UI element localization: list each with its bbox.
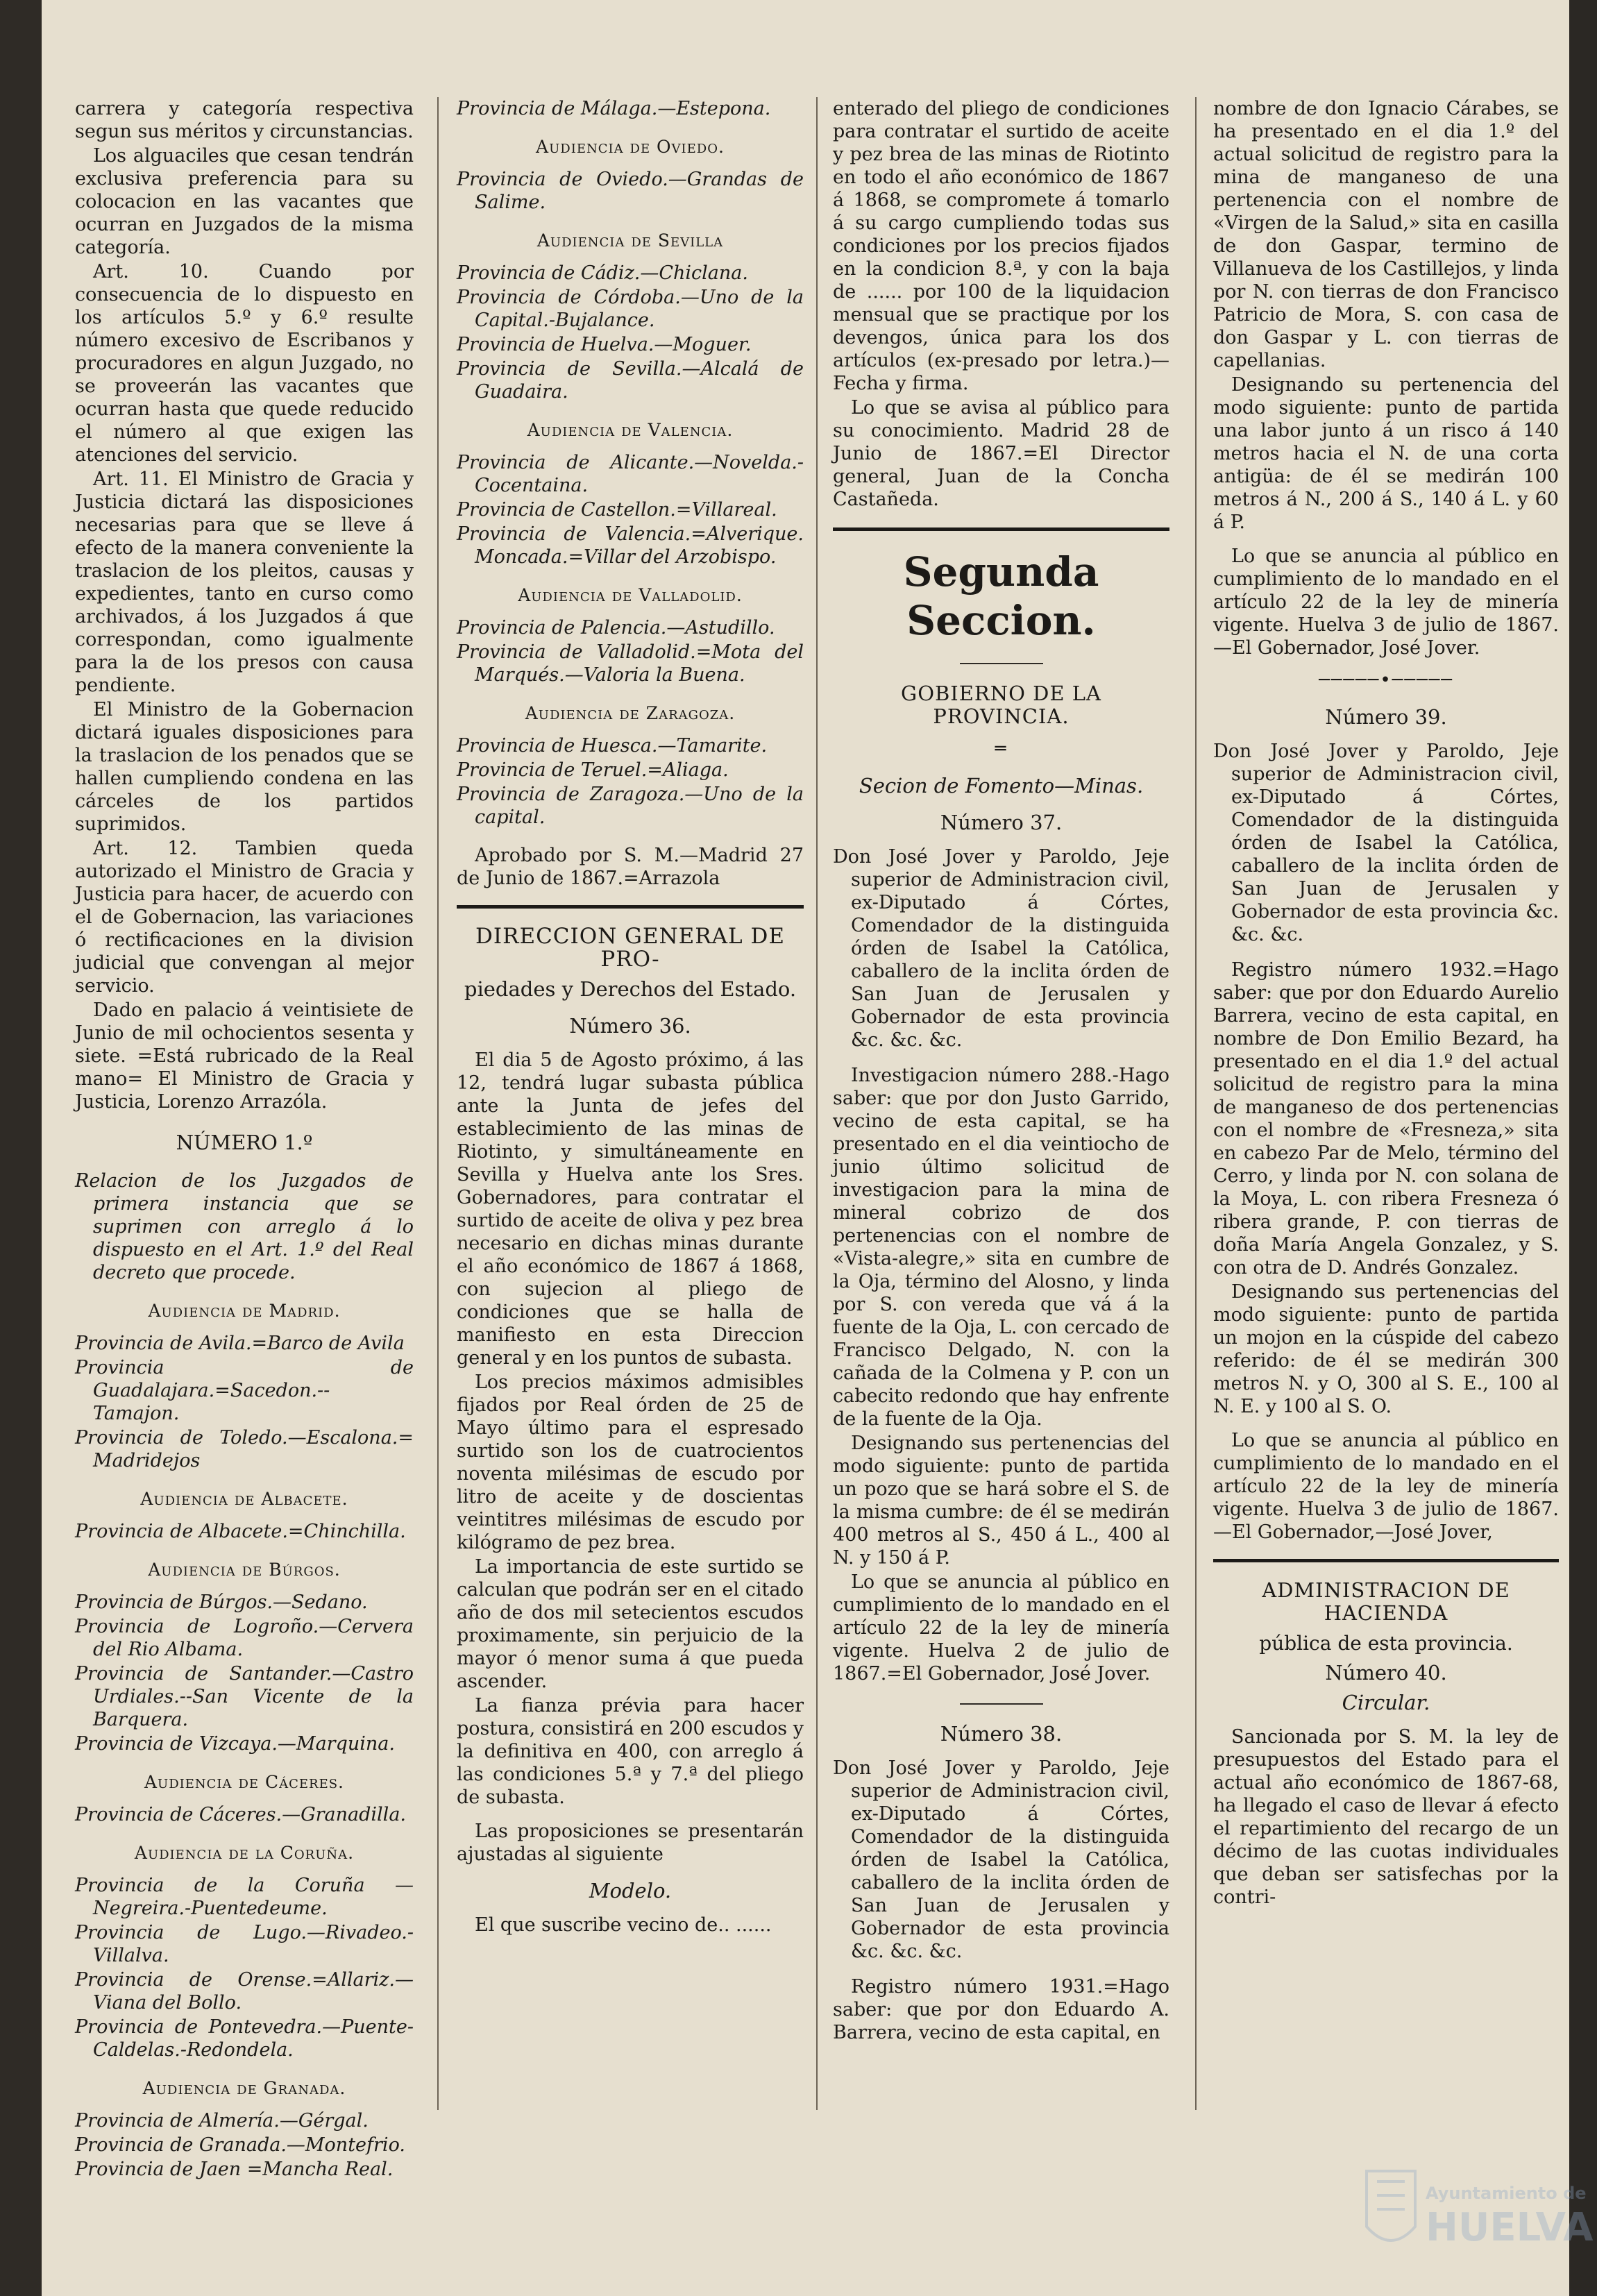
audiencia-heading: Audiencia de Albacete.: [140, 1489, 348, 1509]
scan-right-edge: [1569, 0, 1597, 2296]
paragraph: Registro número 1931.=Hago saber: que por don Eduardo A. Barrera, vecino de esta capital, en: [833, 1976, 1169, 2043]
province-entry: Provincia de Avila.=Barco de Avila: [75, 1333, 405, 1354]
province-entry: Provincia de Santander.—Castro Urdiales.--San Vicente de la Barquera.: [75, 1663, 414, 1730]
province-entry: Provincia de Oviedo.—Grandas de Salime.: [457, 169, 804, 213]
paragraph: El Ministro de la Gobernacion dictará iguales disposiciones para la traslacion de los penados que se hallen cumpliendo condena en las cárceles de los partidos suprimidos.: [75, 699, 414, 835]
audiencia-heading: Audiencia de Madrid.: [148, 1301, 341, 1321]
paragraph: Designando su pertenencia del modo siguiente: punto de partida una labor junto á un risco á 140 metros hacia el N. de una corta antigüa: de él se medirán 100 metros á N., 200 á S., 140 á L. y 60 á P.: [1213, 374, 1559, 533]
paragraph: Designando sus pertenencias del modo siguiente: punto de partida un pozo que se hará sobre el S. de la misma cumbre: de él se medirán 400 metros al S., 450 á L., 400 al N. y 150 á P.: [833, 1433, 1169, 1569]
article-12: Art. 12. Tambien queda autorizado el Ministro de Gracia y Justicia para hacer, de acuerdo con el de Gobernacion, las variaciones ó rectificaciones en la division judicial que convengan al mejor servicio.: [75, 838, 414, 997]
province-entry: Provincia de Alicante.—Novelda.-Cocentaina.: [457, 452, 804, 496]
column-2: [457, 97, 804, 2228]
province-entry: Provincia de Búrgos.—Sedano.: [75, 1592, 368, 1613]
seal-line-1: Ayuntamiento de: [1426, 2184, 1587, 2203]
paragraph: Lo que se avisa al público para su conocimiento. Madrid 28 de Junio de 1867.=El Director general, Juan de la Concha Castañeda.: [833, 397, 1169, 510]
province-entry: Provincia de Cádiz.—Chiclana.: [457, 262, 748, 284]
governor-title: Don José Jover y Paroldo, Jeje superior de Administracion civil, ex-Diputado á Córtes, Comendador de la distinguida órden de Isabel la Católica, caballero de la inclita órden de San Juan de Jerusalen y Gobernador de esta provincia &c. &c. &c.: [833, 1757, 1169, 1962]
paragraph: Los alguaciles que cesan tendrán exclusiva preferencia para su colocacion en las vacantes que ocurran en Juzgados de la misma categoría.: [75, 145, 414, 258]
modelo-heading: Modelo.: [589, 1879, 672, 1902]
paragraph: Los precios máximos admisibles fijados por Real órden de 25 de Mayo último para el espresado surtido son los de cuatrocientos noventa milésimas de escudo por litro de aceite y de doscientas veintitres milésimas de escudo por kilógramo de pez brea.: [457, 1371, 804, 1553]
paragraph: enterado del pliego de condiciones para contratar el surtido de aceite y pez brea de las minas de Riotinto en todo el año económico de 1867 á 1868, se compromete á tomarlo á su cargo cumpliendo todas sus condiciones por los precios fijados en la condicion 8.ª, y con la baja de ...... por 100 de la liquidacion mensual que se practique por los devengos, única para los dos artículos (ex-presado por letra.)—Fecha y firma.: [833, 98, 1169, 394]
paragraph: La importancia de este surtido se calculan que podrán ser en el citado año de dos mil setecientos escudos proximamente, sin perjuicio de la mayor ó menor suma á que pueda ascender.: [457, 1556, 804, 1692]
column-3: [833, 97, 1169, 2228]
province-entry: Provincia de Cáceres.—Granadilla.: [75, 1804, 406, 1825]
administracion-subheading: pública de esta provincia.: [1259, 1632, 1513, 1655]
governor-title: Don José Jover y Paroldo, Jeje superior de Administracion civil, ex-Diputado á Córtes, Comendador de la distinguida órden de Isabel la Católica, caballero de la inclita órden de San Juan de Jerusalen y Gobernador de esta provincia &c. &c. &c.: [833, 846, 1169, 1051]
column-4: [1213, 97, 1559, 2228]
province-entry: Provincia de Zaragoza.—Uno de la capital.: [457, 784, 804, 828]
column-rule: [437, 97, 439, 2110]
audiencia-heading: Audiencia de Búrgos.: [148, 1560, 341, 1580]
paragraph: Designando sus pertenencias del modo siguiente: punto de partida un mojon en la cúspide del cabezo referido: de él se medirán 300 metros N. y O, 300 al S. E., 100 al N. E. y 100 al S. O.: [1213, 1281, 1559, 1417]
audiencia-heading: Audiencia de Cáceres.: [144, 1772, 344, 1792]
numero-1-heading: NÚMERO 1.º: [176, 1131, 313, 1154]
paragraph: Registro número 1932.=Hago saber: que por don Eduardo Aurelio Barrera, vecino de esta capital, en nombre de Don Emilio Bezard, ha presentado en el dia 1.º del actual solicitud de registro para la mina de manganeso de dos pertenencias con el nombre de «Fresneza,» sita en cabezo Par de Melo, término del Cerro, y linda por N. con solana de la Moya, L. con ribera Fresneza ó ribera grande, P. con tierras de doña María Angela Gonzalez, y S. con otra de D. Andrés Gonzalez.: [1213, 959, 1559, 1278]
province-entry: Provincia de Almería.—Gérgal.: [75, 2110, 369, 2132]
province-entry: Provincia de Sevilla.—Alcalá de Guadaira.: [457, 358, 804, 403]
paragraph: El que suscribe vecino de.. ......: [475, 1914, 772, 1936]
province-entry: Provincia de Jaen =Mancha Real.: [75, 2159, 394, 2180]
circular-heading: Circular.: [1342, 1691, 1430, 1714]
audiencia-heading: Audiencia de Valladolid.: [518, 585, 743, 605]
audiencia-heading: Audiencia de Granada.: [142, 2078, 346, 2098]
section-divider: [833, 527, 1169, 531]
province-entry: Provincia de la Coruña —Negreira.-Puentedeume.: [75, 1875, 414, 1919]
column-rule: [816, 97, 818, 2110]
column-rule: [1195, 97, 1197, 2110]
paragraph: Investigacion número 288.-Hago saber: que por don Justo Garrido, vecino de esta capital, se ha presentado en el dia veintiocho de junio último solicitud de investigacion para la mina de mineral cobrizo de dos pertenencias con el nombre de «Vista-alegre,» sita en cumbre de la Oja, término del Alosno, y linda por S. con vereda que vá á la fuente de la Oja, L. con cercado de Francisco Delgado, N. con la cañada de la Colmena y P. con un cabecito redondo que hay enfrente de la fuente de la Oja.: [833, 1065, 1169, 1430]
audiencia-heading: Audiencia de Zaragoza.: [525, 703, 736, 723]
seal-line-2: HUELVA: [1426, 2205, 1594, 2250]
province-entry: Provincia de Huesca.—Tamarite.: [457, 735, 768, 757]
paragraph: Las proposiciones se presentarán ajustadas al siguiente: [457, 1821, 804, 1865]
section-divider: [457, 905, 804, 909]
paragraph: nombre de don Ignacio Cárabes, se ha presentado en el dia 1.º del actual solicitud de registro para la mina de manganeso de una pertenencia con el nombre de «Virgen de la Salud,» sita en casilla de don Gaspar, termino de Villanueva de los Castillejos, y linda por N. con tierras de don Francisco Patricio de Mora, S. con casa de don Gaspar y L. con tierras de capellanias.: [1213, 98, 1559, 371]
province-entry: Provincia de Teruel.=Aliaga.: [457, 759, 729, 781]
article-11: Art. 11. El Ministro de Gracia y Justicia dictará las disposiciones necesarias para que se lleve á efecto de la manera conveniente la traslacion de los pleitos, causas y expedientes, tanto en curso como archivados, á los Juzgados á que correspondan, como igualmente para la de los presos con causa pendiente.: [75, 469, 414, 696]
province-entry: Provincia de Valladolid.=Mota del Marqués.—Valoria la Buena.: [457, 641, 804, 686]
province-entry: Provincia de Palencia.—Astudillo.: [457, 617, 775, 639]
paragraph: El dia 5 de Agosto próximo, á las 12, tendrá lugar subasta pública ante la Junta de jefes del establecimiento de las minas de Riotinto, y simultáneamente en Sevilla y Huelva ante los Sres. Gobernadores, para contratar el surtido de aceite de oliva y pez brea necesario en dichas minas durante el año económico de 1867 á 1868, con sujecion al pliego de condiciones que se halla de manifiesto en esta Direccion general y en los puntos de subasta.: [457, 1049, 804, 1369]
governor-title: Don José Jover y Paroldo, Jeje superior de Administracion civil, ex-Diputado á Córtes, Comendador de la distinguida órden de Isabel la Católica, caballero de la inclita órden de San Juan de Jerusalen y Gobernador de esta provincia &c. &c. &c.: [1213, 741, 1559, 945]
province-entry: Provincia de Orense.=Allariz.—Viana del Bollo.: [75, 1969, 414, 2014]
province-entry: Provincia de Pontevedra.—Puente-Caldelas.-Redondela.: [75, 2016, 414, 2061]
province-entry: Provincia de Córdoba.—Uno de la Capital.-Bujalance.: [457, 287, 804, 331]
numero-40-heading: Número 40.: [1325, 1661, 1447, 1685]
province-entry: Provincia de Málaga.—Estepona.: [457, 98, 771, 119]
province-entry: Provincia de Vizcaya.—Marquina.: [75, 1733, 395, 1755]
province-entry: Provincia de Valencia.=Alverique. Moncada.=Villar del Arzobispo.: [457, 523, 804, 568]
province-entry: Provincia de Logroño.—Cervera del Rio Albama.: [75, 1616, 414, 1660]
short-rule: [960, 663, 1043, 664]
ornament: ═: [995, 738, 1008, 759]
province-entry: Provincia de Albacete.=Chinchilla.: [75, 1521, 406, 1542]
province-entry: Provincia de Guadalajara.=Sacedon.--Tamajon.: [75, 1357, 414, 1424]
article-10: Art. 10. Cuando por consecuencia de lo dispuesto en los artículos 5.º y 6.º resulte número excesivo de Escribanos y procuradores en algun Juzgado, no se proveerán las vacantes que ocurran hasta que quede reducido el número al que exigen las atenciones del servicio.: [75, 261, 414, 466]
audiencia-heading: Audiencia de Valencia.: [527, 420, 734, 440]
audiencia-heading: Audiencia de la Coruña.: [134, 1843, 355, 1863]
short-rule: [960, 1703, 1043, 1705]
gobierno-heading: GOBIERNO DE LA PROVINCIA.: [901, 682, 1101, 728]
section-divider: [1213, 1559, 1559, 1562]
paragraph: Lo que se anuncia al público en cumplimiento de lo mandado en el artículo 22 de la ley de minería vigente. Huelva 3 de julio de 1867.—El Gobernador, José Jover.: [1213, 546, 1559, 659]
paragraph: carrera y categoría respectiva segun sus méritos y circunstancias.: [75, 98, 414, 142]
province-entry: Provincia de Castellon.=Villareal.: [457, 499, 777, 521]
paragraph: La fianza prévia para hacer postura, consistirá en 200 escudos y la definitiva en 400, con arreglo á las condiciones 5.ª y 7.ª del pliego de subasta.: [457, 1695, 804, 1808]
ornament: ─────•─────: [1319, 670, 1453, 691]
province-entry: Provincia de Granada.—Montefrio.: [75, 2134, 405, 2156]
numero-38-heading: Número 38.: [940, 1722, 1063, 1746]
section-title: Segunda Seccion.: [903, 548, 1099, 644]
audiencia-heading: Audiencia de Sevilla: [536, 230, 724, 251]
archive-seal-logo: [1353, 2150, 1594, 2268]
province-entry: Provincia de Huelva.—Moguer.: [457, 334, 752, 355]
seccion-heading: Secion de Fomento—Minas.: [859, 774, 1144, 797]
column-1: [75, 97, 414, 2228]
direccion-heading: DIRECCION GENERAL DE PRO-: [475, 924, 785, 972]
numero-36-heading: Número 36.: [569, 1014, 691, 1038]
audiencia-heading: Audiencia de Oviedo.: [536, 137, 725, 157]
administracion-heading: ADMINISTRACION DE HACIENDA: [1262, 1578, 1510, 1625]
direccion-subheading: piedades y Derechos del Estado.: [464, 977, 797, 1001]
decree-signature: Dado en palacio á veintisiete de Junio de mil ochocientos sesenta y siete. =Está rubricado de la Real mano= El Ministro de Gracia y Justicia, Lorenzo Arrazóla.: [75, 999, 414, 1113]
province-entry: Provincia de Lugo.—Rivadeo.-Villalva.: [75, 1922, 414, 1966]
paragraph: Lo que se anuncia al público en cumplimiento de lo mandado en el artículo 22 de la ley de minería vigente. Huelva 2 de julio de 1867.=El Gobernador, José Jover.: [833, 1571, 1169, 1685]
approval-line: Aprobado por S. M.—Madrid 27 de Junio de 1867.=Arrazola: [457, 845, 804, 889]
scan-left-edge: [0, 0, 42, 2296]
numero-37-heading: Número 37.: [940, 811, 1063, 834]
numero-39-heading: Número 39.: [1325, 705, 1447, 729]
relacion-title: Relacion de los Juzgados de primera instancia que se suprimen con arreglo á lo dispuesto en el Art. 1.º del Real decreto que procede.: [75, 1170, 414, 1283]
paragraph: Sancionada por S. M. la ley de presupuestos del Estado para el actual año económico de 1867-68, ha llegado el caso de llevar á efecto el repartimiento del recargo de un décimo de las cuotas individuales que deban ser satisfechas por la contri-: [1213, 1726, 1559, 1908]
paragraph: Lo que se anuncia al público en cumplimiento de lo mandado en el artículo 22 de la ley de minería vigente. Huelva 3 de julio de 1867.—El Gobernador,—José Jover,: [1213, 1430, 1559, 1543]
province-entry: Provincia de Toledo.—Escalona.= Madridejos: [75, 1427, 414, 1471]
